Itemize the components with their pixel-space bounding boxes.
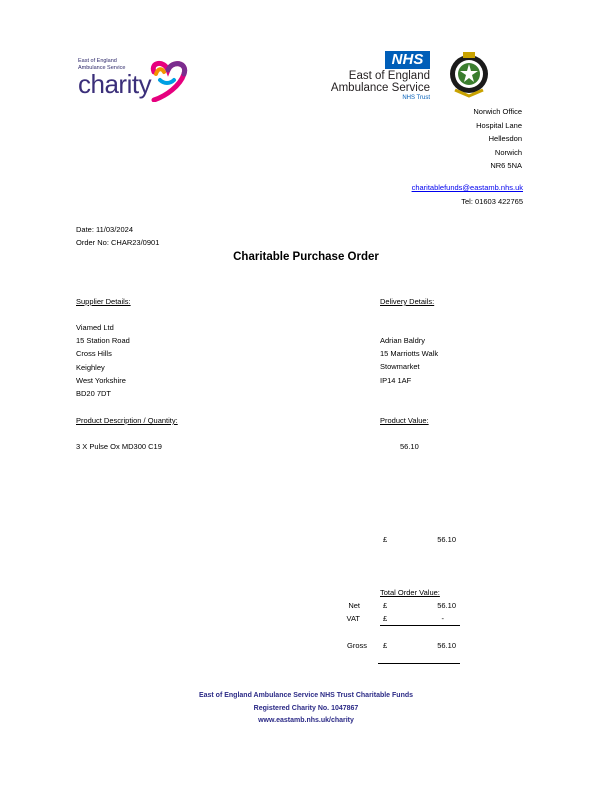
gross-label: Gross [346, 641, 367, 650]
product-item-value: 56.10 [400, 442, 419, 451]
supplier-address: Viamed Ltd 15 Station Road Cross Hills Keighley West Yorkshire BD20 7DT [76, 323, 130, 399]
vat-underline [380, 625, 460, 626]
order-date: Date: 11/03/2024 [76, 225, 133, 234]
gross-currency: £ [383, 641, 388, 650]
office-line: Hellesdon [488, 134, 522, 143]
document-title: Charitable Purchase Order [233, 251, 379, 263]
charity-heart-icon [144, 58, 192, 102]
vat-currency: £ [383, 614, 388, 623]
trust-name: East of England Ambulance Service [330, 70, 430, 94]
footer-link[interactable]: www.eastamb.nhs.uk/charity [258, 717, 354, 724]
footer-line: East of England Ambulance Service NHS Trust Charitable Funds [198, 692, 414, 699]
office-address [370, 105, 522, 173]
charity-logo [78, 56, 193, 108]
delivery-heading: Delivery Details: [380, 297, 435, 306]
ambulance-crest-icon [447, 50, 491, 98]
net-currency: £ [383, 601, 388, 610]
delivery-address: Adrian Baldry 15 Marriotts Walk Stowmarket IP14 1AF [380, 336, 439, 385]
total-order-heading: Total Order Value: [380, 588, 440, 597]
trust-label: NHS Trust [402, 95, 430, 101]
office-line: Norwich [494, 147, 522, 157]
office-line: Hospital Lane [476, 120, 522, 130]
office-line: Norwich Office [473, 107, 522, 116]
charity-logo-subtitle: East of England Ambulance Service [78, 58, 126, 71]
email-link[interactable]: charitablefunds@eastamb.nhs.uk [411, 183, 523, 192]
vat-label: VAT [346, 614, 360, 623]
telephone: Tel: 01603 422765 [461, 197, 523, 206]
footer [0, 690, 612, 728]
net-label: Net [348, 601, 360, 610]
supplier-heading: Supplier Details: [76, 297, 131, 306]
product-item-description: 3 X Pulse Ox MD300 C19 [76, 442, 162, 451]
gross-value: 56.10 [437, 641, 456, 650]
product-value-heading: Product Value: [380, 416, 429, 425]
order-number: Order No: CHAR23/0901 [76, 238, 160, 247]
charity-logo-word: charity [78, 69, 152, 99]
office-line: NR6 5NA [490, 161, 522, 170]
vat-value: - [441, 614, 444, 623]
footer-line: Registered Charity No. 1047867 [253, 704, 359, 712]
gross-underline [378, 663, 460, 664]
net-value: 56.10 [437, 601, 456, 610]
subtotal-value: 56.10 [437, 535, 456, 544]
subtotal-currency: £ [383, 535, 388, 544]
product-description-heading: Product Description / Quantity: [76, 416, 178, 425]
nhs-logo: NHS [385, 51, 430, 69]
